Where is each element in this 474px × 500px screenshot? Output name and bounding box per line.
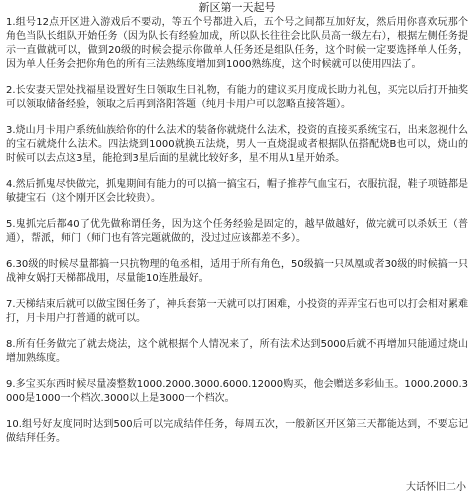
paragraph-8: 8.所有任务做完了就去烧法，这个就根据个人情况来了，所有法术达到5000后就不再增加只能通过烧山增加熟练度。 <box>6 339 468 364</box>
paragraph-6: 6.30级的时候尽量都搞一只抗物理的龟丞相，适用于所有角色，50级搞一只凤凰或者30级的时候搞一只战神女娲打天梯都战用，尽量能10连胜最好。 <box>6 259 468 284</box>
paragraph-9: 9.多宝买东西时候尽量凑整数1000.2000.3000.6000.12000购买，他会赠送多彩仙玉。1000.2000.3000是1000一个档次.3000以上是3000一个档次。 <box>6 379 468 404</box>
paragraph-gap <box>6 406 468 418</box>
paragraph-gap <box>6 366 468 378</box>
paragraph-gap <box>6 166 468 178</box>
document-title: 新区第一天起号 <box>198 1 276 14</box>
paragraph-3: 3.烧山月卡用户系统仙族给你的什么法术的装备你就烧什么法术，投资的直接买系统宝石，出来忽视什么的宝石就烧什么法术。四法烧到1000就换五法烧，男人一直烧混或者根据队伍搭配烧B也可以，烧山的时候可以去点这3星，能抢到3星后面的星就比较好多，星不用从1星开始杀。 <box>6 125 468 164</box>
paragraph-7: 7.天梯结束后就可以做宝图任务了，神兵套第一天就可以打困难，小投资的弄弄宝石也可以打会相对累难打，月卡用户打普通的就可以。 <box>6 299 468 324</box>
author-signature: 大话怀旧二小 <box>406 482 466 493</box>
paragraph-1: 1.组号12点开区进入游戏后不要动，等五个号都进入后，五个号之间都互加好友，然后用你喜欢玩那个角色当队长组队开始任务（因为队长有经验加成，所以队长往往会比队员高一级左右），根据左侧任务提示一直做就可以，做到20级的时候会提示你做单人任务还是组队任务，这个时候一定要选择单人任务，因为单人任务会把你角色的所有三法熟练度增加到1000熟练度，这个时候就可以使用四法了。 <box>6 17 468 70</box>
paragraph-gap <box>6 246 468 258</box>
paragraph-4: 4.然后抓鬼尽快做完，抓鬼期间有能力的可以搞一搞宝石，帽子推荐气血宝石，衣服抗混，鞋子项链都是敏捷宝石（这个刚开区会比较贵）。 <box>6 179 468 204</box>
paragraph-gap <box>6 72 468 84</box>
paragraph-gap <box>6 286 468 298</box>
paragraph-gap <box>6 326 468 338</box>
paragraph-gap <box>6 112 468 124</box>
paragraph-gap <box>6 206 468 218</box>
paragraph-5: 5.鬼抓完后都40了优先做称谓任务，因为这个任务经验是固定的，越早做越好，做完就可以杀妖王（普通），帮派，师门（师门也有答完题就做的，没过过应该都差不多）。 <box>6 219 468 244</box>
paragraph-2: 2.长安妻天罡处找福星设置好生日领取生日礼物，有能力的建议买月度成长助力礼包，买完以后打开抽奖可以领取储备经验，领取之后再到洛阳答题（纯月卡用户可以忽略直接答题）。 <box>6 85 468 110</box>
paragraph-10: 10.组号好友度同时达到500后可以完成结伴任务，每周五次，一般新区开区第三天都能达到，不要忘记做结拜任务。 <box>6 419 468 444</box>
